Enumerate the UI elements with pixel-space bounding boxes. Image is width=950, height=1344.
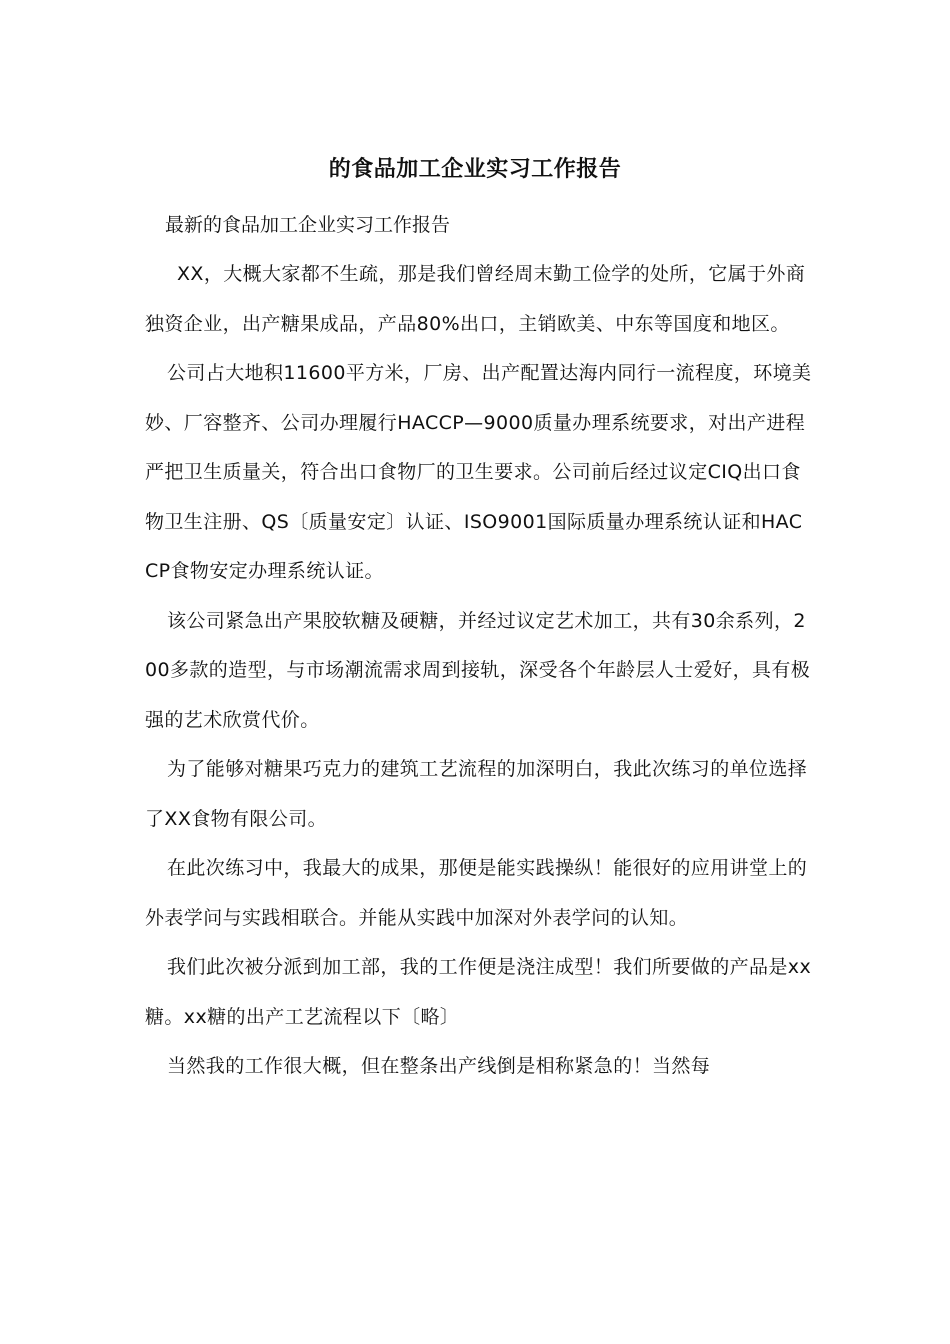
- document-subtitle: 最新的食品加工企业实习工作报告: [165, 214, 451, 236]
- paragraph-products: 该公司紧急出产果胶软糖及硬糖，并经过议定艺术加工，共有30余系列，200多款的造型，与市场潮流需求周到接轨，深受各个年龄层人士爱好，具有极强的艺术欣赏代价。: [145, 609, 811, 731]
- paragraph-company-intro: XX，大概大家都不生疏，那是我们曾经周末勤工俭学的处所，它属于外商独资企业，出产糖果成品，产品80%出口，主销欧美、中东等国度和地区。: [145, 263, 806, 335]
- document-title: 的食品加工企业实习工作报告: [328, 157, 622, 182]
- paragraph-work: 当然我的工作很大概，但在整条出产线倒是相称紧急的！当然每: [167, 1055, 711, 1077]
- document-body: [145, 250, 815, 1092]
- paragraph-gains: 在此次练习中，我最大的成果，那便是能实践操纵！能很好的应用讲堂上的外表学问与实践相联合。并能从实践中加深对外表学问的认知。: [145, 857, 808, 929]
- paragraph-purpose: 为了能够对糖果巧克力的建筑工艺流程的加深明白，我此次练习的单位选择了XX食物有限公司。: [145, 758, 808, 830]
- paragraph-facility: 公司占大地积11600平方米，厂房、出产配置达海内同行一流程度，环境美妙、厂容整齐、公司办理履行HACCP—9000质量办理系统要求，对出产进程严把卫生质量关，符合出口食物厂的卫生要求。公司前后经过议定CIQ出口食物卫生注册、QS〔质量安定〕认证、ISO9001国际质量办理系统认证和HACCP食物安定办理系统认证。: [145, 362, 812, 582]
- paragraph-assignment: 我们此次被分派到加工部，我的工作便是浇注成型！我们所要做的产品是xx糖。xx糖的出产工艺流程以下〔略〕: [145, 956, 812, 1028]
